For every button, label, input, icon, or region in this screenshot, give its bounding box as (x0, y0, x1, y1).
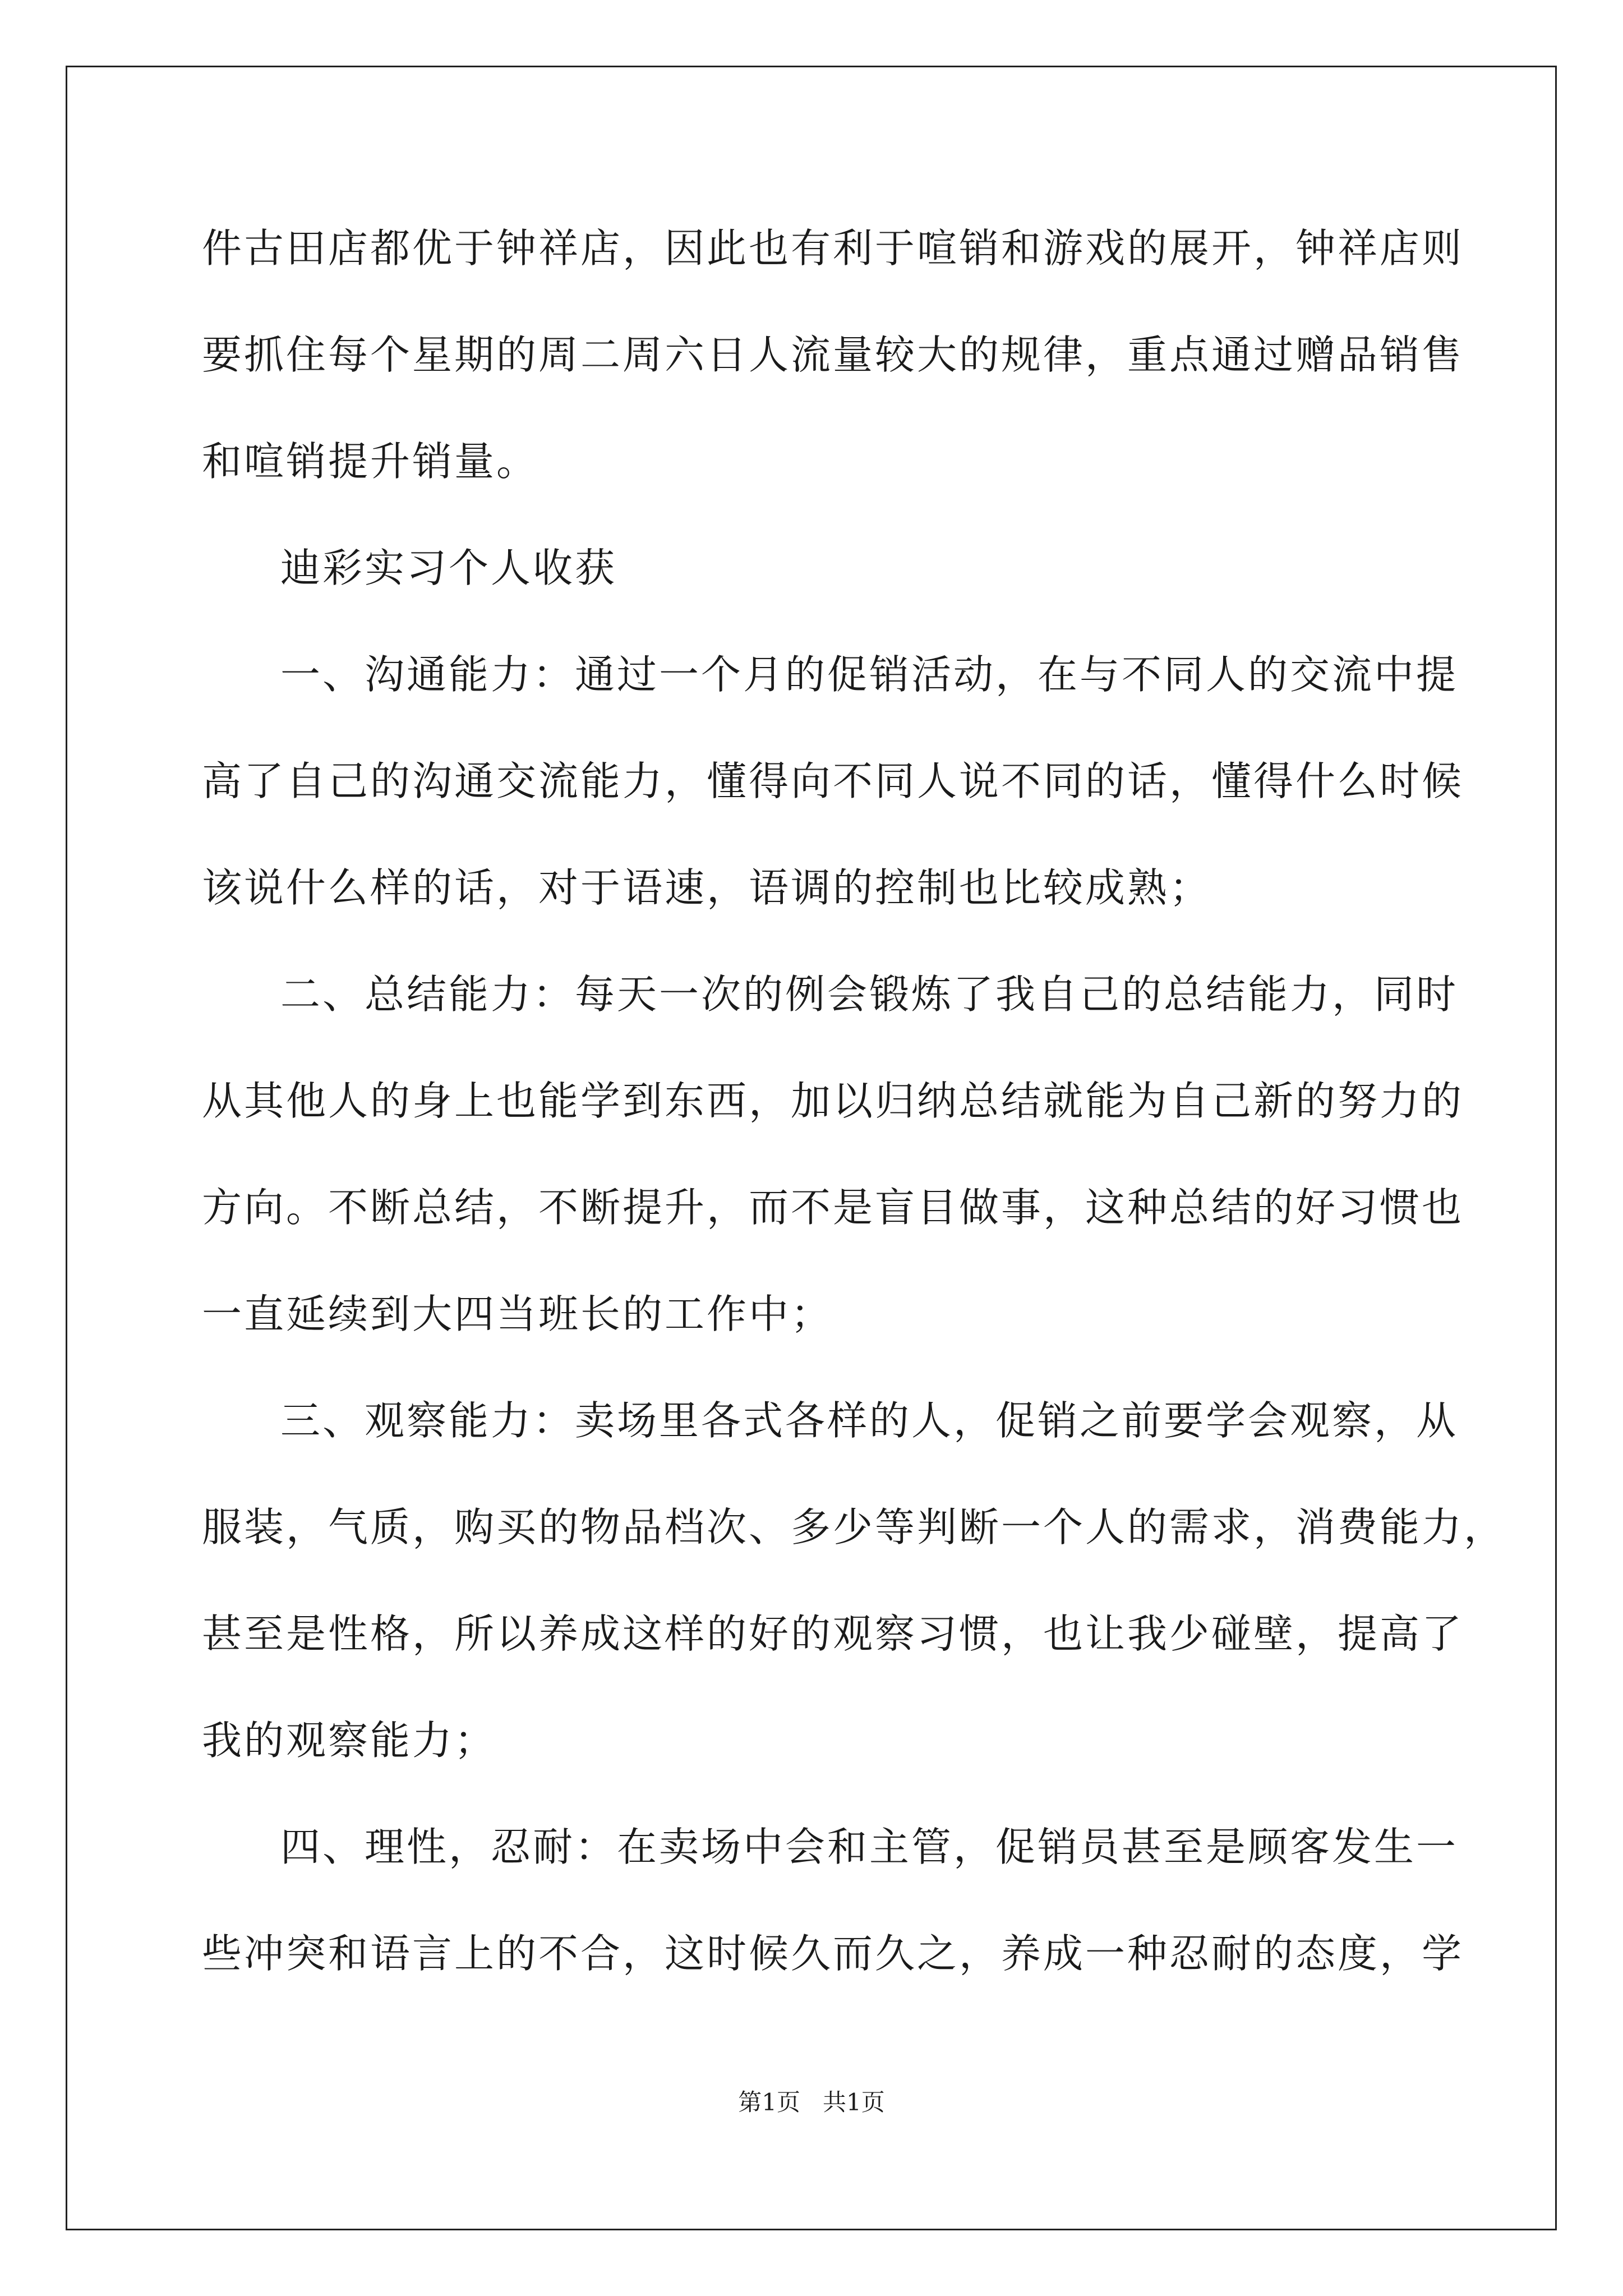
text-line: 些冲突和语言上的不合，这时候久而久之，养成一种忍耐的态度，学 (202, 1930, 1464, 1977)
text-line: 一、沟通能力：通过一个月的促销活动，在与不同人的交流中提 (280, 651, 1459, 698)
text-line: 我的观察能力； (202, 1717, 497, 1764)
section-heading: 迪彩实习个人收获 (280, 545, 617, 591)
page-number-footer: 第1页 共1页 (738, 2088, 885, 2116)
text-line: 甚至是性格，所以养成这样的好的观察习惯，也让我少碰壁，提高了 (202, 1611, 1464, 1657)
page-border (66, 66, 1557, 2230)
text-line: 该说什么样的话，对于语速，语调的控制也比较成熟； (202, 864, 1212, 911)
text-line: 服装，气质，购买的物品档次、多少等判断一个人的需求，消费能力， (202, 1504, 1506, 1550)
text-line: 方向。不断总结，不断提升，而不是盲目做事，这种总结的好习惯也 (202, 1184, 1464, 1231)
text-line: 二、总结能力：每天一次的例会锻炼了我自己的总结能力，同时 (280, 971, 1459, 1018)
text-line: 三、观察能力：卖场里各式各样的人，促销之前要学会观察，从 (280, 1397, 1459, 1444)
text-line: 和喧销提升销量。 (202, 438, 539, 485)
text-line: 件古田店都优于钟祥店，因此也有利于喧销和游戏的展开，钟祥店则 (202, 225, 1464, 272)
text-line: 要抓住每个星期的周二周六日人流量较大的规律，重点通过赠品销售 (202, 332, 1464, 378)
text-line: 高了自己的沟通交流能力，懂得向不同人说不同的话，懂得什么时候 (202, 758, 1464, 804)
text-line: 一直延续到大四当班长的工作中； (202, 1291, 833, 1337)
text-line: 从其他人的身上也能学到东西，加以归纳总结就能为自己新的努力的 (202, 1078, 1464, 1124)
text-line: 四、理性，忍耐：在卖场中会和主管，促销员甚至是顾客发生一 (280, 1824, 1459, 1870)
